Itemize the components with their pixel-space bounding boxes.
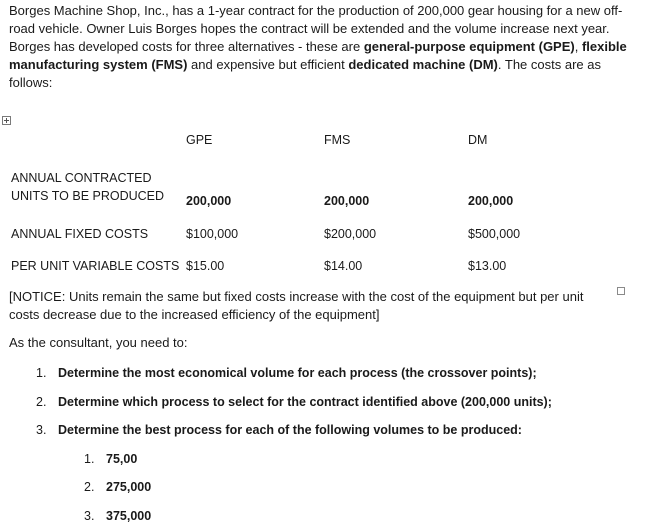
cell-units-dm: 200,000 xyxy=(468,194,514,208)
row-label-fixed: ANNUAL FIXED COSTS xyxy=(11,227,149,241)
intro-text: Borges Machine Shop, Inc., has a 1-year contract for the production of 200,000 gear housing for a new off-road vehicle. Owner Luis Borges hopes the contract will be extended and the volume increase next year. Borges has developed costs for three alternatives - these are xyxy=(9,3,623,54)
row-label-units-line1: ANNUAL CONTRACTED xyxy=(11,171,152,185)
row-label-units-line2: UNITS TO BE PRODUCED xyxy=(11,189,165,203)
table-move-handle-icon[interactable] xyxy=(2,116,11,125)
cell-fixed-fms: $200,000 xyxy=(324,227,377,241)
notice-paragraph: [NOTICE: Units remain the same but fixed costs increase with the cost of the equipment but per unit costs decrease due to the increased efficiency of the equipment] xyxy=(9,289,584,322)
cell-fixed-gpe: $100,000 xyxy=(186,227,239,241)
alt-fms: flexible manufacturing system (FMS) xyxy=(9,39,627,72)
task-item: Determine the most economical volume for each process (the crossover points); xyxy=(58,366,537,380)
margin-checkbox-icon[interactable] xyxy=(617,287,625,295)
intro-paragraph: Borges Machine Shop, Inc., has a 1-year contract for the production of 200,000 gear housing for a new off-road vehicle. Owner Luis Borges hopes the contract will be extended and the volume increase next year. Borges has developed costs for three alternatives - these are general-purpose equipment (GPE), flexible manufacturing system (FMS) and expensive but efficient dedicated machine (DM). The costs are as follows: xyxy=(9,3,627,90)
cell-variable-fms: $14.00 xyxy=(324,259,363,273)
cell-units-fms: 200,000 xyxy=(324,194,370,208)
cell-fixed-dm: $500,000 xyxy=(468,227,521,241)
cell-variable-dm: $13.00 xyxy=(468,259,507,273)
cell-units-gpe: 200,000 xyxy=(186,194,232,208)
cell-variable-gpe: $15.00 xyxy=(186,259,225,273)
header-dm: DM xyxy=(468,133,488,147)
task-item: Determine the best process for each of the following volumes to be produced: xyxy=(58,423,522,437)
task-number: 3. xyxy=(36,423,47,437)
alt-gpe: general-purpose equipment (GPE) xyxy=(363,39,575,54)
task-item: Determine which process to select for the contract identified above (200,000 units); xyxy=(58,395,552,409)
header-fms: FMS xyxy=(324,133,351,147)
volume-item: 375,000 xyxy=(106,509,152,523)
task-number: 2. xyxy=(36,395,47,409)
volume-item: 275,000 xyxy=(106,480,152,494)
header-gpe: GPE xyxy=(186,133,213,147)
consultant-intro: As the consultant, you need to: xyxy=(9,335,188,350)
task-number: 1. xyxy=(36,366,47,380)
volume-number: 2. xyxy=(84,480,95,494)
volume-number: 1. xyxy=(84,452,95,466)
alt-dm: dedicated machine (DM) xyxy=(348,57,498,72)
volume-number: 3. xyxy=(84,509,95,523)
volume-item: 75,00 xyxy=(106,452,138,466)
row-label-variable: PER UNIT VARIABLE COSTS xyxy=(11,259,180,273)
